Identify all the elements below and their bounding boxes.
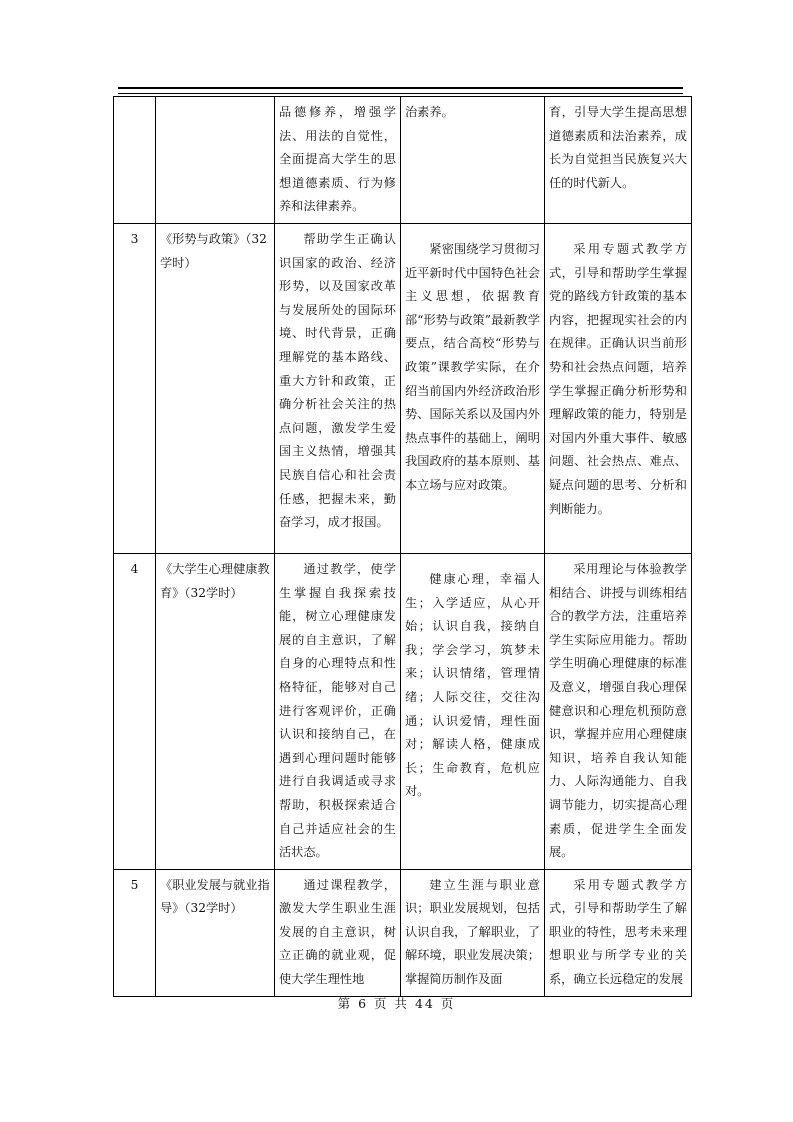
course-content-cell: 紧密围绕学习贯彻习近平新时代中国特色社会主义思想，依据教育部“形势与政策”最新教学要点，结合高校“形势与政策”课教学实际，在介绍当前国内外经济政治形势、国际关系以及国内外热点事件的基础上，阐明我国政府的基本原则、基本立场与应对政策。 xyxy=(401,223,545,553)
table-row xyxy=(114,223,692,553)
course-content-cell: 健康心理，幸福人生；入学适应，从心开始；认识自我，接纳自我；学会学习，筑梦未来；认识情绪，管理情绪；人际交往，交往沟通；认识爱情，理性面对；解读人格，健康成长；生命教育，危机应对。 xyxy=(401,553,545,869)
course-content-cell: 治素养。 xyxy=(401,97,545,224)
header-rule-thick xyxy=(118,87,683,89)
course-name-cell: 《大学生心理健康教育》（32学时） xyxy=(156,553,275,869)
course-goal-cell: 帮助学生正确认识国家的政治、经济形势，以及国家改革与发展所处的国际环境、时代背景，正确理解党的基本路线、重大方针和政策，正确分析社会关注的热点问题，激发学生爱国主义热情，增强其民族自信心和社会责任感，把握未来，勤奋学习，成才报国。 xyxy=(275,223,401,553)
table-row xyxy=(114,553,692,869)
course-name-cell xyxy=(156,97,275,224)
table-row xyxy=(114,97,692,224)
course-goal-cell: 通过课程教学，激发大学生职业生涯发展的自主意识，树立正确的就业观，促使大学生理性地 xyxy=(275,869,401,996)
row-number-cell: 5 xyxy=(114,869,156,996)
row-number-cell: 3 xyxy=(114,223,156,553)
course-name-cell: 《职业发展与就业指导》（32学时） xyxy=(156,869,275,996)
teaching-method-cell: 采用专题式教学方式，引导和帮助学生了解职业的特性，思考未来理想职业与所学专业的关系，确立长远稳定的发展 xyxy=(545,869,692,996)
header-rule-thin xyxy=(118,93,683,94)
course-goal-cell: 品德修养，增强学法、用法的自觉性，全面提高大学生的思想道德素质、行为修养和法律素养。 xyxy=(275,97,401,224)
course-name-cell: 《形势与政策》（32学时） xyxy=(156,223,275,553)
teaching-method-cell: 采用理论与体验教学相结合、讲授与训练相结合的教学方法，注重培养学生实际应用能力。帮助学生明确心理健康的标准及意义，增强自我心理保健意识和心理危机预防意识，掌握并应用心理健康知识，培养自我认知能力、人际沟通能力、自我调节能力，切实提高心理素质，促进学生全面发展。 xyxy=(545,553,692,869)
table-row xyxy=(114,869,692,996)
course-table xyxy=(113,96,692,997)
course-goal-cell: 通过教学，使学生掌握自我探索技能，树立心理健康发展的自主意识，了解自身的心理特点和性格特征，能够对自己进行客观评价，正确认识和接纳自己，在遇到心理问题时能够进行自我调适或寻求帮助，积极探索适合自己并适应社会的生活状态。 xyxy=(275,553,401,869)
teaching-method-cell: 采用专题式教学方式，引导和帮助学生掌握党的路线方针政策的基本内容，把握现实社会的内在规律。正确认识当前形势和社会热点问题，培养学生掌握正确分析形势和理解政策的能力，特别是对国内外重大事件、敏感问题、社会热点、难点、疑点问题的思考、分析和判断能力。 xyxy=(545,223,692,553)
teaching-method-cell: 育，引导大学生提高思想道德素质和法治素养，成长为自觉担当民族复兴大任的时代新人。 xyxy=(545,97,692,224)
row-number-cell: 4 xyxy=(114,553,156,869)
course-content-cell: 建立生涯与职业意识；职业发展规划，包括认识自我，了解职业，了解环境，职业发展决策；掌握简历制作及面 xyxy=(401,869,545,996)
row-number-cell xyxy=(114,97,156,224)
page-footer: 第 6 页 共 44 页 xyxy=(337,996,456,1011)
